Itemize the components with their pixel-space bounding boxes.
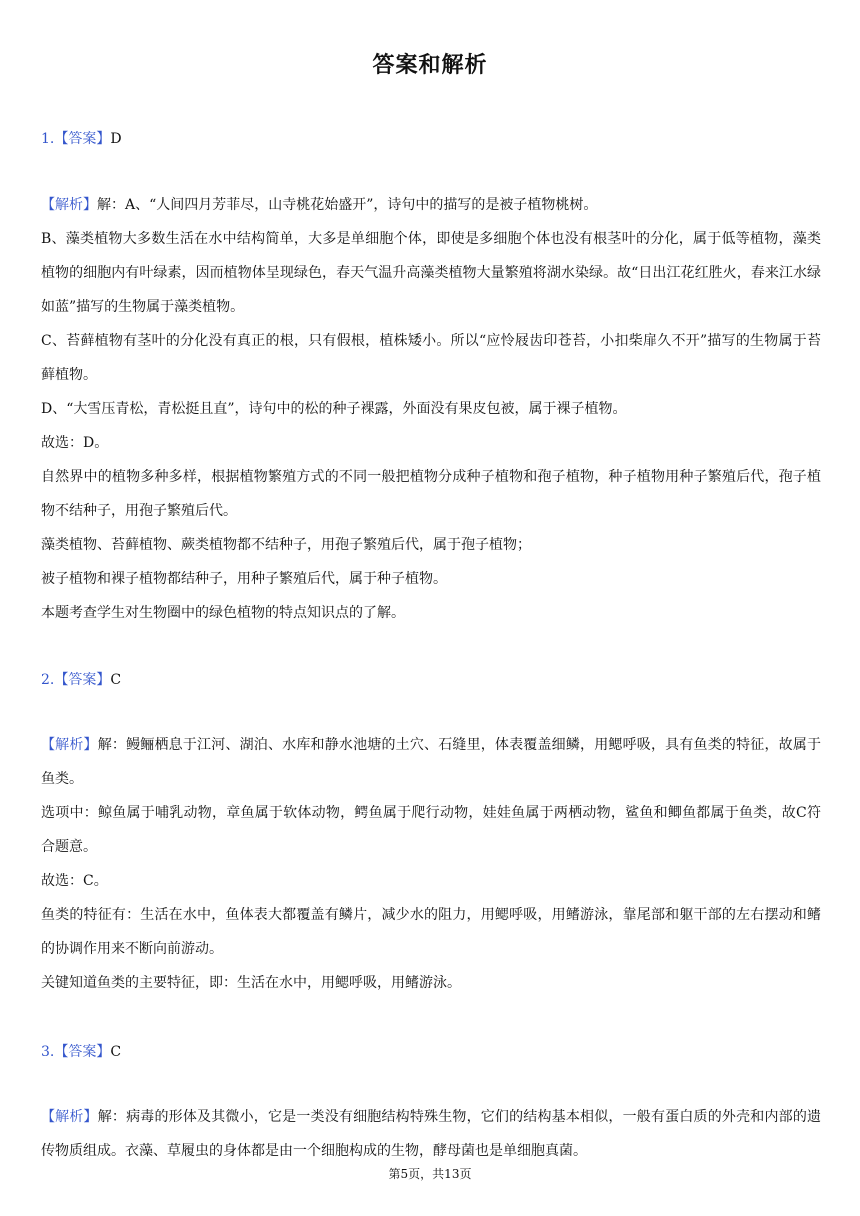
explanation-paragraph: 关键知道鱼类的主要特征，即：生活在水中，用鳃呼吸，用鳍游泳。 <box>41 975 461 991</box>
paragraph-text: 解：病毒的形体及其微小，它是一类没有细胞结构特殊生物，它们的结构基本相似，一般有蛋白质的外壳和内部的遗传物质组成。衣藻、草履虫的身体都是由一个细胞构成的生物，酵母菌也是单细胞真菌。 <box>41 1109 822 1159</box>
question-number: 3. <box>41 1044 55 1060</box>
explanation-paragraph: 故选：D。 <box>41 435 109 451</box>
explanation-tag: 【解析】 <box>41 1109 98 1125</box>
page-title: 答案和解析 <box>372 53 488 78</box>
question-number: 1. <box>41 131 55 147</box>
explanation-paragraph: 藻类植物、苔藓植物、蕨类植物都不结种子，用孢子繁殖后代，属于孢子植物； <box>41 537 531 553</box>
answer-tag: 【答案】 <box>54 1044 111 1060</box>
page-footer: 第5页，共13页 <box>388 1167 472 1181</box>
answer-heading-2 <box>41 669 121 689</box>
explanation-2 <box>41 728 821 1000</box>
explanation-3 <box>41 1100 821 1168</box>
explanation-1 <box>41 188 821 630</box>
explanation-paragraph <box>41 188 821 222</box>
answer-value: D <box>110 131 122 147</box>
explanation-paragraph: 选项中：鲸鱼属于哺乳动物，章鱼属于软体动物，鳄鱼属于爬行动物，娃娃鱼属于两栖动物，鲨鱼和鲫鱼都属于鱼类，故C符合题意。 <box>41 805 821 855</box>
explanation-paragraph: 本题考查学生对生物圈中的绿色植物的特点知识点的了解。 <box>41 605 405 621</box>
explanation-paragraph: 故选：C。 <box>41 873 108 889</box>
answer-heading-1 <box>41 128 122 148</box>
paragraph-text: 解：A、“人间四月芳菲尽，山寺桃花始盛开”，诗句中的描写的是被子植物桃树。 <box>97 197 598 213</box>
question-number: 2. <box>41 672 55 688</box>
explanation-paragraph <box>41 1100 821 1168</box>
paragraph-text: 解：鳗鲡栖息于江河、湖泊、水库和静水池塘的土穴、石缝里，体表覆盖细鳞，用鳃呼吸，具有鱼类的特征，故属于鱼类。 <box>41 737 822 787</box>
answer-value: C <box>110 672 122 688</box>
answer-tag: 【答案】 <box>54 131 111 147</box>
answer-heading-3 <box>41 1041 121 1061</box>
explanation-paragraph <box>41 728 821 796</box>
explanation-tag: 【解析】 <box>41 737 98 753</box>
explanation-tag: 【解析】 <box>41 197 97 213</box>
explanation-paragraph: 自然界中的植物多种多样，根据植物繁殖方式的不同一般把植物分成种子植物和孢子植物，种子植物用种子繁殖后代，孢子植物不结种子，用孢子繁殖后代。 <box>41 469 821 519</box>
answer-value: C <box>110 1044 122 1060</box>
answer-tag: 【答案】 <box>54 672 111 688</box>
explanation-paragraph: 鱼类的特征有：生活在水中，鱼体表大都覆盖有鳞片，减少水的阻力，用鳃呼吸，用鳍游泳，靠尾部和躯干部的左右摆动和鳍的协调作用来不断向前游动。 <box>41 907 821 957</box>
explanation-paragraph: C、苔藓植物有茎叶的分化没有真正的根，只有假根，植株矮小。所以“应怜屐齿印苍苔，小扣柴扉久不开”描写的生物属于苔藓植物。 <box>41 333 821 383</box>
explanation-paragraph: D、“大雪压青松，青松挺且直”，诗句中的松的种子裸露，外面没有果皮包被，属于裸子植物。 <box>41 401 627 417</box>
explanation-paragraph: 被子植物和裸子植物都结种子，用种子繁殖后代，属于种子植物。 <box>41 571 447 587</box>
explanation-paragraph: B、藻类植物大多数生活在水中结构简单，大多是单细胞个体，即使是多细胞个体也没有根茎叶的分化，属于低等植物，藻类植物的细胞内有叶绿素，因而植物体呈现绿色，春天气温升高藻类植物大量繁殖将湖水染绿。故“日出江花红胜火，春来江水绿如蓝”描写的生物属于藻类植物。 <box>41 231 821 315</box>
